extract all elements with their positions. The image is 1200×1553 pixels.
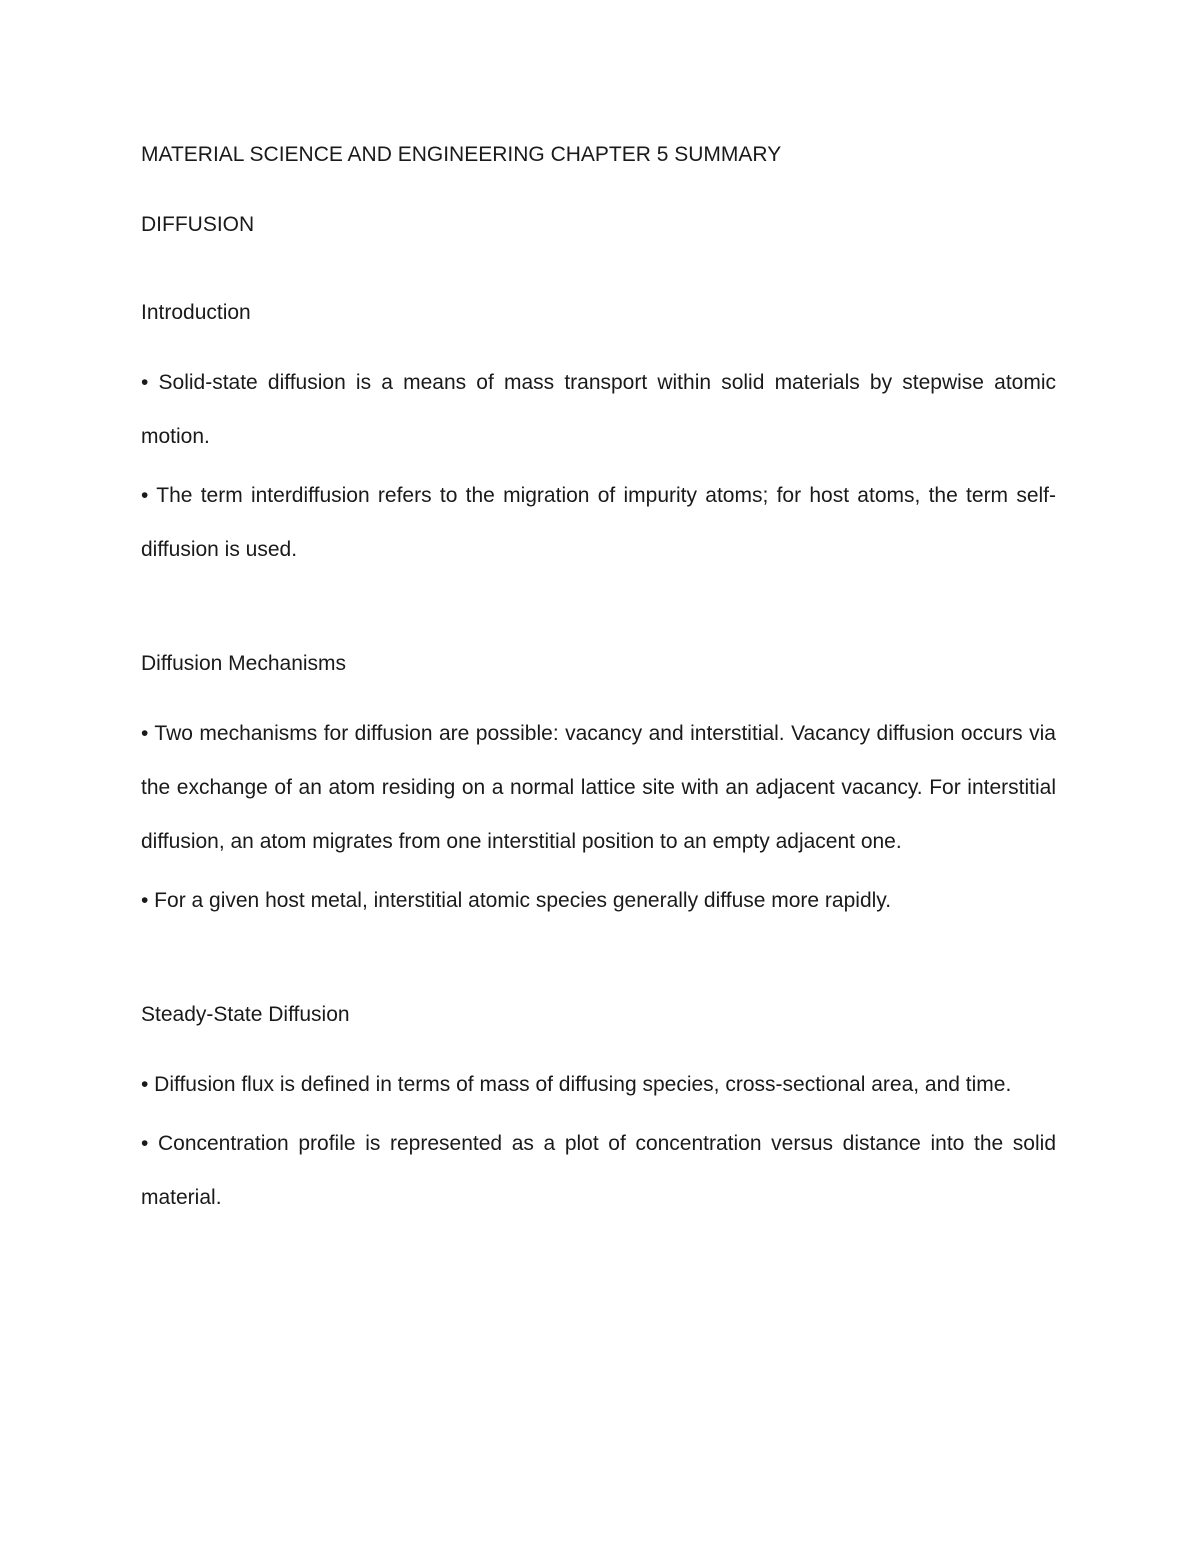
section-heading-steady-state-diffusion: Steady-State Diffusion	[141, 1003, 350, 1026]
bullet-paragraph: • For a given host metal, interstitial atomic species generally diffuse more rapidly.	[141, 889, 892, 912]
document-title: MATERIAL SCIENCE AND ENGINEERING CHAPTER 5 SUMMARY	[141, 143, 782, 166]
section-heading-diffusion-mechanisms: Diffusion Mechanisms	[141, 652, 347, 675]
bullet-paragraph: • Concentration profile is represented as a plot of concentration versus distance into the solid material.	[141, 1132, 1056, 1209]
bullet-paragraph: • The term interdiffusion refers to the migration of impurity atoms; for host atoms, the term self-diffusion is used.	[141, 484, 1056, 561]
bullet-paragraph: • Two mechanisms for diffusion are possible: vacancy and interstitial. Vacancy diffusion occurs via the exchange of an atom residing on a normal lattice site with an adjacent vacancy. For interstitial diffusion, an atom migrates from one interstitial position to an empty adjacent one.	[141, 722, 1056, 853]
bullet-paragraph: • Solid-state diffusion is a means of mass transport within solid materials by stepwise atomic motion.	[141, 371, 1056, 448]
section-heading-introduction: Introduction	[141, 301, 251, 324]
document-subtitle: DIFFUSION	[141, 213, 255, 236]
document-body	[141, 138, 1056, 1240]
bullet-paragraph: • Diffusion flux is defined in terms of mass of diffusing species, cross-sectional area, and time.	[141, 1073, 1012, 1096]
